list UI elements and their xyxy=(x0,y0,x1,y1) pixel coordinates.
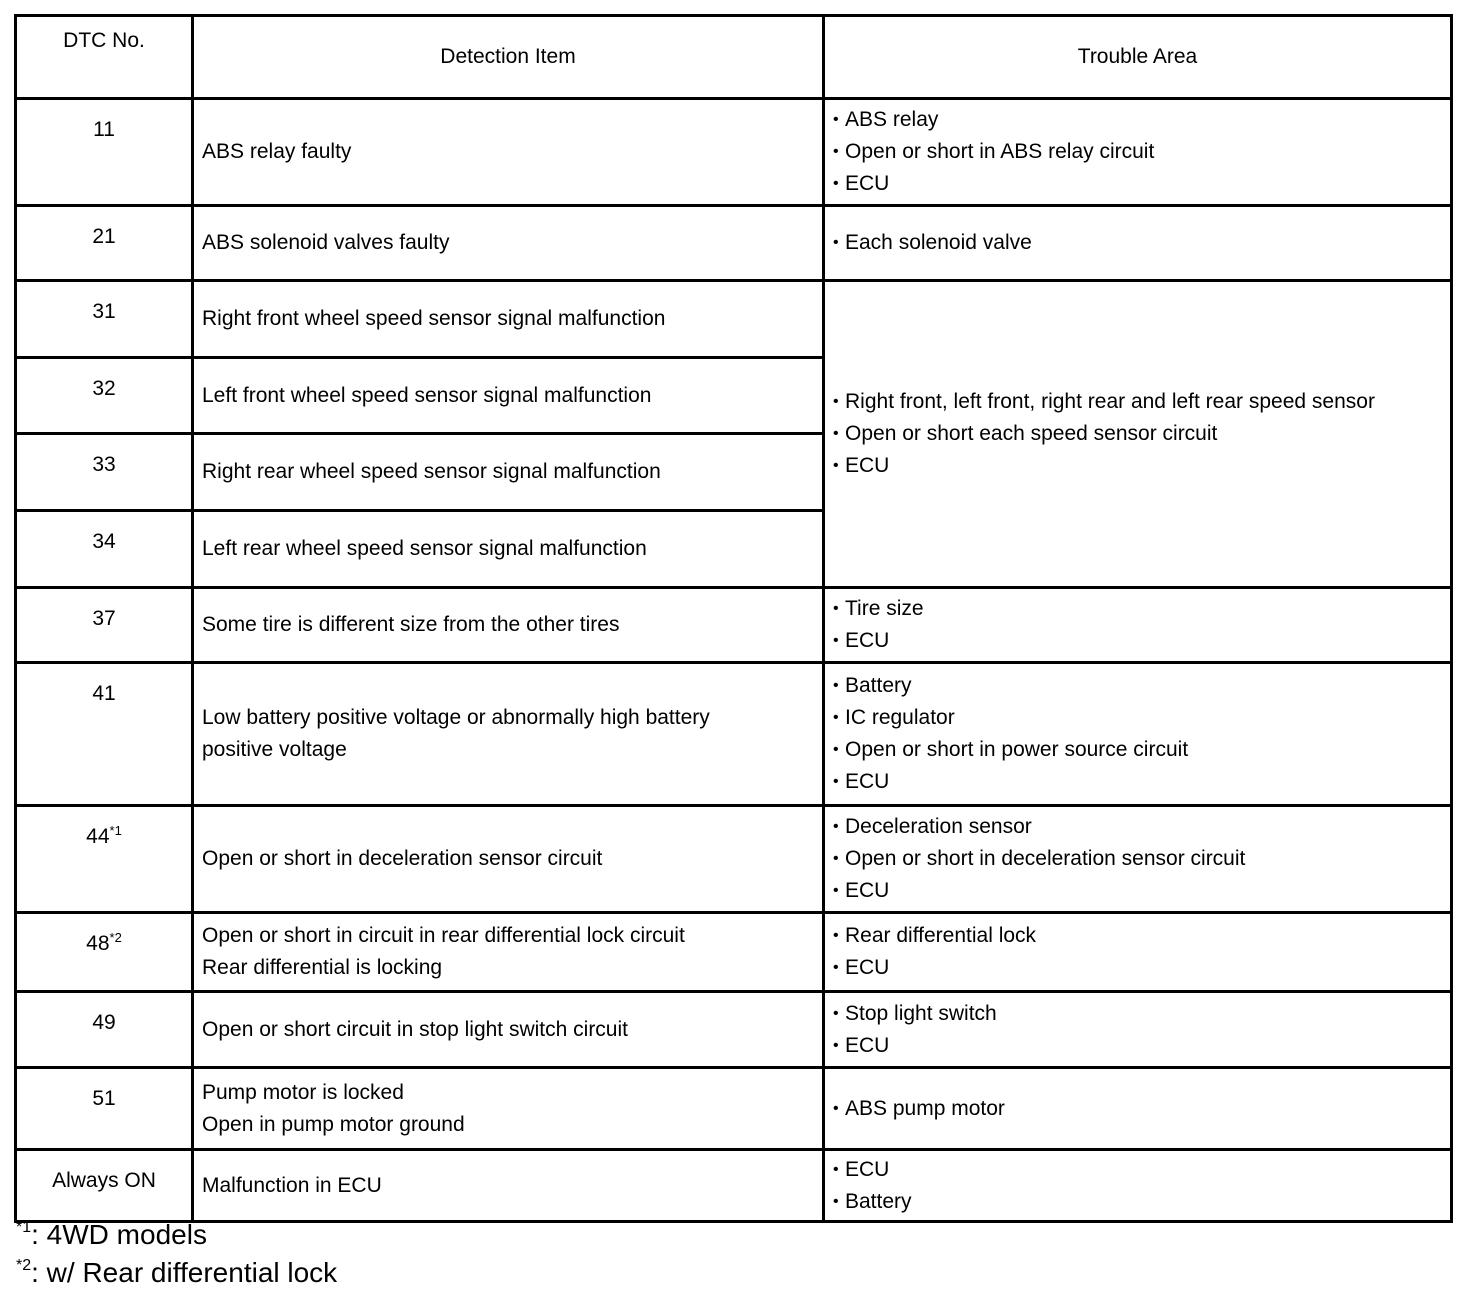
header-trouble-area: Trouble Area xyxy=(824,16,1452,99)
trouble-area-text: Stop light switch xyxy=(845,1001,997,1025)
bullet-icon: • xyxy=(833,709,839,726)
trouble-area-text: Rear differential lock xyxy=(845,924,1037,947)
table-body xyxy=(16,99,1452,1222)
trouble-area-list xyxy=(833,920,1442,984)
detection-item-cell xyxy=(193,588,824,663)
footnotes xyxy=(16,1216,337,1292)
detection-item-text: Right front wheel speed sensor signal malfunction xyxy=(202,307,666,330)
detection-item-cell xyxy=(193,511,824,588)
bullet-icon: • xyxy=(833,425,839,442)
trouble-area-cell xyxy=(824,663,1452,806)
trouble-area-item xyxy=(833,734,1442,766)
trouble-area-item xyxy=(833,875,1442,907)
footnote-text: : w/ Rear differential lock xyxy=(31,1257,338,1288)
trouble-area-item xyxy=(833,386,1442,418)
dtc-code: 37 xyxy=(92,607,116,630)
header-dtc-no: DTC No. xyxy=(16,16,193,99)
detection-item-text: ABS solenoid valves faulty xyxy=(202,231,450,254)
detection-item-text: Some tire is different size from the other tires xyxy=(202,613,620,636)
trouble-area-text: Open or short in deceleration sensor circuit xyxy=(845,847,1246,870)
trouble-area-item xyxy=(833,1186,1442,1218)
detection-item-text: Malfunction in ECU xyxy=(202,1173,382,1197)
trouble-area-list xyxy=(833,1154,1442,1218)
dtc-cell xyxy=(16,663,193,806)
dtc-code: 51 xyxy=(92,1087,116,1110)
dtc-code: 21 xyxy=(92,225,116,248)
trouble-area-text: IC regulator xyxy=(845,706,955,729)
detection-item-cell xyxy=(193,806,824,913)
trouble-area-item xyxy=(833,625,1442,657)
dtc-code: 48 xyxy=(86,932,110,955)
dtc-code: 11 xyxy=(93,118,115,141)
dtc-cell xyxy=(16,806,193,913)
trouble-area-list xyxy=(833,670,1442,798)
dtc-cell xyxy=(16,588,193,663)
bullet-icon: • xyxy=(833,850,839,867)
footnote xyxy=(16,1216,337,1254)
dtc-cell xyxy=(16,913,193,992)
trouble-area-item xyxy=(833,843,1442,875)
bullet-icon: • xyxy=(833,773,839,790)
trouble-area-text: Open or short each speed sensor circuit xyxy=(845,422,1218,445)
detection-item-cell xyxy=(193,992,824,1068)
trouble-area-cell xyxy=(824,806,1452,913)
trouble-area-text: ABS pump motor xyxy=(845,1096,1005,1120)
bullet-icon: • xyxy=(833,677,839,694)
detection-item-text: Open or short in deceleration sensor circuit xyxy=(202,847,603,870)
detection-item-cell xyxy=(193,1150,824,1222)
detection-item-cell xyxy=(193,663,824,806)
detection-item-cell xyxy=(193,99,824,206)
dtc-cell xyxy=(16,511,193,588)
bullet-icon: • xyxy=(833,1036,839,1054)
table-row xyxy=(16,806,1452,913)
trouble-area-text: ECU xyxy=(845,1157,890,1181)
trouble-area-item xyxy=(833,998,1442,1030)
dtc-code: 33 xyxy=(92,453,116,476)
bullet-icon: • xyxy=(833,1192,839,1210)
table-row xyxy=(16,99,1452,206)
dtc-cell xyxy=(16,99,193,206)
dtc-cell xyxy=(16,206,193,281)
trouble-area-item xyxy=(833,450,1442,482)
trouble-area-cell xyxy=(824,99,1452,206)
trouble-area-text: ECU xyxy=(845,879,890,902)
footnote-mark: *2 xyxy=(16,1257,32,1274)
trouble-area-item xyxy=(833,136,1442,168)
trouble-area-text: ABS relay xyxy=(845,108,939,131)
trouble-area-text: Right front, left front, right rear and left rear speed sensor xyxy=(845,390,1375,413)
bullet-icon: • xyxy=(833,1160,839,1178)
trouble-area-list xyxy=(833,998,1442,1062)
trouble-area-text: ECU xyxy=(845,454,890,477)
trouble-area-text: Battery xyxy=(845,674,912,697)
bullet-icon: • xyxy=(833,1099,839,1117)
detection-item-text: Left rear wheel speed sensor signal malfunction xyxy=(202,537,647,560)
trouble-area-cell xyxy=(824,281,1452,588)
footnote-text: : 4WD models xyxy=(31,1219,207,1250)
trouble-area-list xyxy=(833,1093,1442,1125)
detection-item-cell xyxy=(193,358,824,434)
detection-item-text: Open or short circuit in stop light switch circuit xyxy=(202,1017,628,1041)
table-row xyxy=(16,281,1452,358)
bullet-icon: • xyxy=(833,927,839,944)
trouble-area-item xyxy=(833,227,1442,259)
trouble-area-item xyxy=(833,670,1442,702)
bullet-icon: • xyxy=(833,741,839,758)
footnote-mark: *1 xyxy=(16,1219,32,1236)
table-row xyxy=(16,206,1452,281)
trouble-area-text: Open or short in power source circuit xyxy=(845,738,1189,761)
table-row xyxy=(16,1150,1452,1222)
dtc-cell xyxy=(16,281,193,358)
trouble-area-text: Battery xyxy=(845,1189,912,1213)
trouble-area-text: ECU xyxy=(845,956,890,979)
detection-item-text: Left front wheel speed sensor signal malfunction xyxy=(202,383,652,407)
detection-item-text: Rear differential is locking xyxy=(202,956,443,979)
detection-item-text: ABS relay faulty xyxy=(202,140,352,163)
bullet-icon: • xyxy=(833,143,839,160)
bullet-icon: • xyxy=(833,234,839,251)
detection-item-text: Pump motor is locked xyxy=(202,1080,404,1104)
trouble-area-cell xyxy=(824,992,1452,1068)
trouble-area-list xyxy=(833,227,1442,259)
dtc-table xyxy=(14,14,1453,1223)
trouble-area-list xyxy=(833,386,1442,482)
dtc-cell xyxy=(16,358,193,434)
bullet-icon: • xyxy=(833,818,839,835)
trouble-area-item xyxy=(833,920,1442,952)
trouble-area-list xyxy=(833,811,1442,907)
detection-item-text: positive voltage xyxy=(202,738,347,761)
dtc-cell xyxy=(16,1068,193,1150)
dtc-code: 44 xyxy=(86,825,110,848)
dtc-code: 31 xyxy=(92,300,116,323)
table-row xyxy=(16,992,1452,1068)
bullet-icon: • xyxy=(833,457,839,474)
trouble-area-cell xyxy=(824,1150,1452,1222)
bullet-icon: • xyxy=(833,1004,839,1022)
dtc-code: 49 xyxy=(92,1011,116,1034)
detection-item-text: Open in pump motor ground xyxy=(202,1112,465,1136)
bullet-icon: • xyxy=(833,111,839,128)
trouble-area-item xyxy=(833,168,1442,200)
trouble-area-list xyxy=(833,104,1442,200)
detection-item-text: Low battery positive voltage or abnormally high battery xyxy=(202,706,710,729)
bullet-icon: • xyxy=(833,393,839,410)
trouble-area-text: Open or short in ABS relay circuit xyxy=(845,140,1155,163)
detection-item-text: Open or short in circuit in rear differential lock circuit xyxy=(202,924,685,947)
trouble-area-cell xyxy=(824,913,1452,992)
detection-item-text: Right rear wheel speed sensor signal malfunction xyxy=(202,460,661,483)
dtc-cell xyxy=(16,1150,193,1222)
trouble-area-item xyxy=(833,1030,1442,1062)
footnote xyxy=(16,1254,337,1292)
bullet-icon: • xyxy=(833,600,839,617)
detection-item-cell xyxy=(193,206,824,281)
trouble-area-item xyxy=(833,104,1442,136)
trouble-area-text: ECU xyxy=(845,172,890,195)
trouble-area-item xyxy=(833,952,1442,984)
detection-item-cell xyxy=(193,434,824,511)
table-row xyxy=(16,913,1452,992)
dtc-code: 32 xyxy=(92,377,116,400)
trouble-area-item xyxy=(833,702,1442,734)
dtc-code: 34 xyxy=(92,530,116,553)
trouble-area-list xyxy=(833,593,1442,657)
trouble-area-cell xyxy=(824,588,1452,663)
trouble-area-item xyxy=(833,811,1442,843)
header-row xyxy=(16,16,1452,99)
trouble-area-item xyxy=(833,1093,1442,1125)
trouble-area-text: ECU xyxy=(845,1033,890,1057)
dtc-code: 41 xyxy=(92,682,116,705)
trouble-area-item xyxy=(833,1154,1442,1186)
trouble-area-text: Each solenoid valve xyxy=(845,231,1032,254)
detection-item-cell xyxy=(193,281,824,358)
dtc-cell xyxy=(16,434,193,511)
trouble-area-item xyxy=(833,766,1442,798)
trouble-area-cell xyxy=(824,206,1452,281)
table-row xyxy=(16,663,1452,806)
bullet-icon: • xyxy=(833,632,839,649)
trouble-area-item xyxy=(833,418,1442,450)
detection-item-cell xyxy=(193,913,824,992)
table-row xyxy=(16,1068,1452,1150)
trouble-area-text: Tire size xyxy=(845,597,924,620)
bullet-icon: • xyxy=(833,882,839,899)
trouble-area-item xyxy=(833,593,1442,625)
bullet-icon: • xyxy=(833,959,839,976)
table-row xyxy=(16,588,1452,663)
trouble-area-cell xyxy=(824,1068,1452,1150)
detection-item-cell xyxy=(193,1068,824,1150)
header-detection-item: Detection Item xyxy=(193,16,824,99)
dtc-code: Always ON xyxy=(52,1169,156,1192)
trouble-area-text: Deceleration sensor xyxy=(845,815,1032,838)
trouble-area-text: ECU xyxy=(845,770,890,793)
footnote-mark: *2 xyxy=(109,930,122,945)
bullet-icon: • xyxy=(833,175,839,192)
footnote-mark: *1 xyxy=(109,823,122,838)
dtc-cell xyxy=(16,992,193,1068)
trouble-area-text: ECU xyxy=(845,629,890,652)
